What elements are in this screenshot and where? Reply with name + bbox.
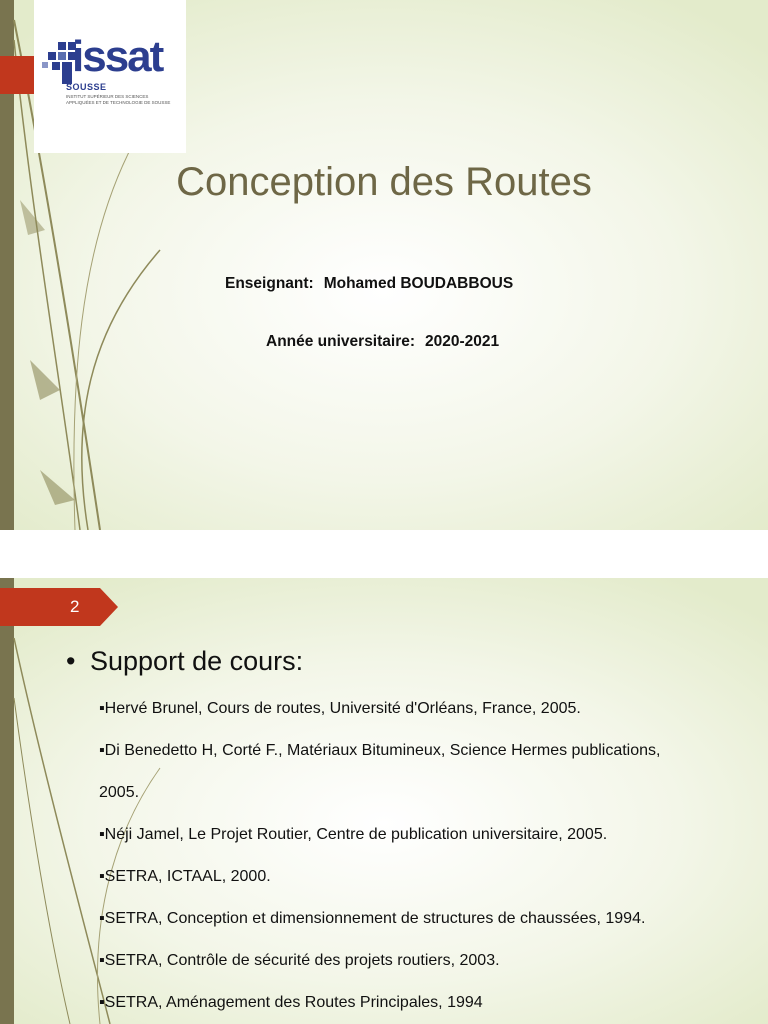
year-line — [266, 333, 499, 351]
accent-tab — [0, 56, 34, 94]
teacher-name: Mohamed BOUDABBOUS — [323, 275, 514, 292]
bullet-icon: • — [66, 646, 76, 676]
reference-item: ▪SETRA, Contrôle de sécurité des projets routiers, 2003. — [99, 952, 500, 969]
heading-text: Support de cours: — [90, 646, 304, 676]
year-value: 2020-2021 — [425, 333, 500, 350]
reference-item: ▪Hervé Brunel, Cours de routes, Université d'Orléans, France, 2005. — [99, 700, 581, 717]
year-label: Année universitaire: — [266, 333, 416, 350]
logo-subtitle: INSTITUT SUPÉRIEUR DES SCIENCES APPLIQUÉES ET DE TECHNOLOGIE DE SOUSSE — [66, 94, 171, 105]
page-number-badge — [0, 588, 118, 626]
reference-list — [99, 688, 739, 1024]
references-slide — [0, 578, 768, 1024]
teacher-label: Enseignant: — [225, 275, 314, 292]
reference-item: 2005. — [99, 784, 140, 801]
slide-title: Conception des Routes — [176, 160, 592, 204]
section-heading — [66, 646, 303, 677]
logo-city-text: SOUSSE — [66, 82, 107, 92]
reference-item: ▪Di Benedetto H, Corté F., Matériaux Bitumineux, Science Hermes publications, — [99, 742, 661, 759]
reference-item: ▪SETRA, Conception et dimensionnement de structures de chaussées, 1994. — [99, 910, 646, 927]
teacher-line — [225, 275, 513, 293]
reference-item: ▪Néji Jamel, Le Projet Routier, Centre de publication universitaire, 2005. — [99, 826, 608, 843]
reference-item: ▪SETRA, Aménagement des Routes Principales, 1994 — [99, 994, 483, 1011]
page-number: 2 — [70, 597, 80, 616]
logo-brand-text: issat — [72, 32, 163, 81]
page-number-arrow — [0, 588, 118, 626]
reference-item: ▪SETRA, ICTAAL, 2000. — [99, 868, 271, 885]
